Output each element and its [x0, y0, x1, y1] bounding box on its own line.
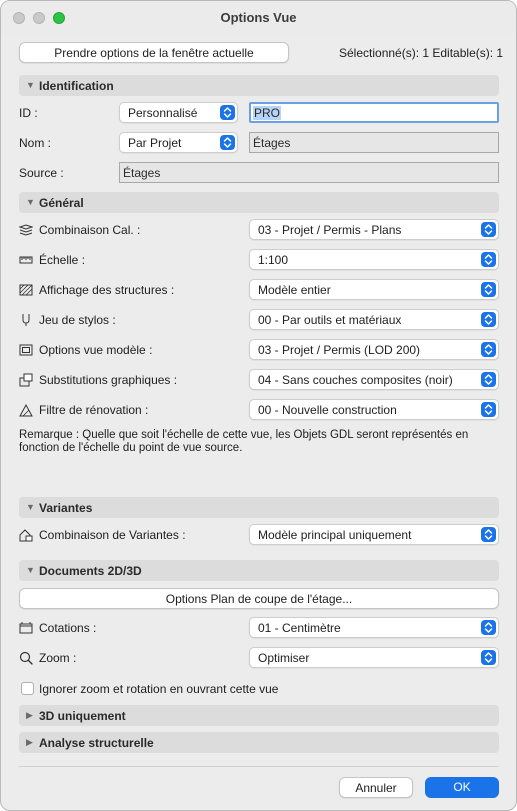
- variants-value: Modèle principal uniquement: [258, 528, 412, 542]
- model-view-icon: [19, 343, 33, 357]
- renovation-filter-icon: [19, 403, 33, 417]
- renovation-filter-label: Filtre de rénovation :: [39, 403, 149, 417]
- id-text-input[interactable]: [249, 102, 499, 123]
- ok-button[interactable]: [425, 777, 499, 798]
- model-view-select[interactable]: [249, 339, 499, 360]
- source-text-field: [119, 162, 499, 183]
- window-title: Options Vue: [220, 10, 297, 25]
- name-label: Nom :: [19, 136, 52, 150]
- disclosure-closed-icon: ▶: [26, 710, 33, 720]
- zoom-icon: [19, 651, 33, 665]
- layer-combination-label: Combinaison Cal. :: [39, 223, 141, 237]
- ok-label: OK: [453, 780, 471, 794]
- remark-text: Remarque : Quelle que soit l'échelle de cette vue, les Objets GDL seront représentés en fonction de l'échelle du point de vue source.: [19, 429, 469, 454]
- graphic-override-value: 04 - Sans couches composites (noir): [258, 373, 453, 387]
- chevron-updown-icon: [481, 650, 496, 665]
- zoom-select[interactable]: [249, 647, 499, 668]
- chevron-updown-icon: [481, 222, 496, 237]
- id-mode-value: Personnalisé: [128, 106, 198, 120]
- layer-combination-value: 03 - Projet / Permis - Plans: [258, 223, 402, 237]
- chevron-updown-icon: [481, 402, 496, 417]
- section-documents-title: Documents 2D/3D: [39, 564, 142, 578]
- layer-combination-icon: [19, 223, 33, 237]
- section-variants-header[interactable]: [19, 497, 499, 518]
- name-text-field: [249, 132, 499, 153]
- chevron-updown-icon: [481, 312, 496, 327]
- selection-info: Sélectionné(s): 1 Editable(s): 1: [339, 46, 504, 60]
- chevron-updown-icon: [481, 252, 496, 267]
- name-mode-value: Par Projet: [128, 136, 182, 150]
- section-structural-analysis-title: Analyse structurelle: [39, 736, 154, 750]
- name-mode-select[interactable]: [119, 132, 238, 153]
- id-label: ID :: [19, 106, 38, 120]
- pen-set-label: Jeu de stylos :: [39, 313, 116, 327]
- disclosure-open-icon: ▼: [26, 197, 35, 207]
- structure-display-value: Modèle entier: [258, 283, 331, 297]
- section-general-header[interactable]: [19, 192, 499, 213]
- disclosure-closed-icon: ▶: [26, 737, 33, 747]
- source-label: Source :: [19, 166, 64, 180]
- chevron-updown-icon: [220, 105, 235, 120]
- floor-plan-options-label: Options Plan de coupe de l'étage...: [165, 592, 353, 606]
- pen-icon: [19, 313, 33, 327]
- chevron-updown-icon: [481, 620, 496, 635]
- scale-label: Échelle :: [39, 253, 86, 267]
- section-identification-title: Identification: [39, 79, 114, 93]
- section-variants-title: Variantes: [39, 501, 93, 515]
- section-general-title: Général: [39, 196, 84, 210]
- graphic-override-icon: [19, 373, 33, 387]
- pen-set-value: 00 - Par outils et matériaux: [258, 313, 402, 327]
- zoom-value: Optimiser: [258, 651, 310, 665]
- cancel-label: Annuler: [355, 781, 397, 795]
- structure-display-select[interactable]: [249, 279, 499, 300]
- renovation-filter-select[interactable]: [249, 399, 499, 420]
- name-text-value: Étages: [253, 136, 291, 150]
- dimensions-value: 01 - Centimètre: [258, 621, 341, 635]
- dimensions-icon: [19, 621, 33, 635]
- section-3d-only-header[interactable]: [19, 705, 499, 726]
- graphic-override-select[interactable]: [249, 369, 499, 390]
- disclosure-open-icon: ▼: [26, 80, 35, 90]
- scale-value: 1:100: [258, 253, 289, 267]
- cancel-button[interactable]: [339, 777, 413, 798]
- chevron-updown-icon: [481, 342, 496, 357]
- scale-ruler-icon: [19, 253, 33, 267]
- pen-set-select[interactable]: [249, 309, 499, 330]
- structure-display-icon: [19, 283, 33, 297]
- scale-select[interactable]: [249, 249, 499, 270]
- section-documents-header[interactable]: [19, 560, 499, 581]
- title-bar: [1, 1, 516, 35]
- footer-divider: [19, 766, 499, 767]
- dimensions-select[interactable]: [249, 617, 499, 638]
- id-mode-select[interactable]: [119, 102, 238, 123]
- variants-select[interactable]: [249, 524, 499, 545]
- chevron-updown-icon: [481, 527, 496, 542]
- ignore-zoom-checkbox[interactable]: [21, 682, 34, 695]
- disclosure-open-icon: ▼: [26, 565, 35, 575]
- graphic-override-label: Substitutions graphiques :: [39, 373, 178, 387]
- structure-display-label: Affichage des structures :: [39, 283, 175, 297]
- floor-plan-options-button[interactable]: [19, 588, 499, 609]
- chevron-updown-icon: [481, 372, 496, 387]
- variants-label: Combinaison de Variantes :: [39, 528, 186, 542]
- chevron-updown-icon: [220, 135, 235, 150]
- ignore-zoom-label: Ignorer zoom et rotation en ouvrant cette vue: [39, 682, 279, 696]
- zoom-label: Zoom :: [39, 651, 77, 665]
- variants-combination-icon: [19, 528, 33, 542]
- layer-combination-select[interactable]: [249, 219, 499, 240]
- take-options-button[interactable]: [19, 42, 289, 63]
- model-view-label: Options vue modèle :: [39, 343, 153, 357]
- section-structural-analysis-header[interactable]: [19, 732, 499, 753]
- model-view-value: 03 - Projet / Permis (LOD 200): [258, 343, 421, 357]
- dimensions-label: Cotations :: [39, 621, 97, 635]
- renovation-filter-value: 00 - Nouvelle construction: [258, 403, 397, 417]
- section-identification-header[interactable]: [19, 75, 499, 96]
- id-text-value: PRO: [254, 106, 281, 120]
- section-3d-only-title: 3D uniquement: [39, 709, 126, 723]
- take-options-label: Prendre options de la fenêtre actuelle: [54, 46, 254, 60]
- chevron-updown-icon: [481, 282, 496, 297]
- source-text-value: Étages: [123, 166, 161, 180]
- disclosure-open-icon: ▼: [26, 502, 35, 512]
